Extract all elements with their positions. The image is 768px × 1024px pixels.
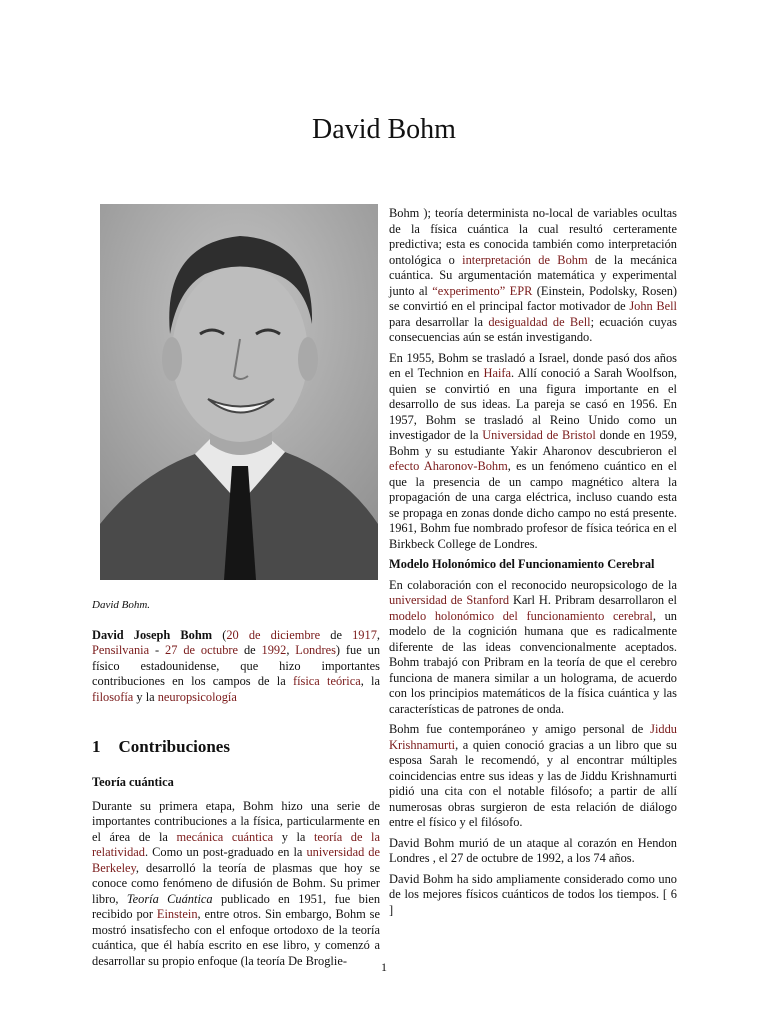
quantum-paragraph: Durante su primera etapa, Bohm hizo una serie de importantes contribuciones a la física, particularmente en el área de la mecánica cuántica y la teoría de la relatividad. Como un post-graduado en la universidad de Berkeley, desarrolló la teoría de plasmas que hoy se conoce como fenómeno de difusión de Bohm. Su primer libro, Teoría Cuántica publicado en 1951, fue bien recibido por Einstein, entre otros. Sin embargo, Bohm se mostró insatisfecho con el enfoque ortodoxo de la teoría cuántica, que él había escrito en ese libro, y comenzó a desarrollar su propio enfoque (la teoría De Broglie- [92,798,381,968]
link-haifa[interactable]: Haifa [483,366,512,380]
link-modelo-holonomico[interactable]: modelo holonómico del funcionamiento cerebral [389,608,653,623]
continuation-paragraph: Bohm ); teoría determinista no-local de variables ocultas de la física cuántica la cual resultó certeramente predictiva; esta es conocida también como interpretación ontológica o interpretación de Bohm de la mecánica cuántica. Su argumentación matemática y experimental junto al “experimento” EPR (Einstein, Podolsky, Rosen) se convirtió en el principal factor motivador de John Bell para desarrollar la desigualdad de Bell; ecuación cuyas consecuencias aún se están investigando. [389,206,678,344]
book-title: Teoría Cuántica [126,891,213,906]
section-heading [92,737,380,757]
article-title: David Bohm [312,114,456,145]
link-relatividad[interactable]: teoría de la relatividad [92,829,380,859]
link-einstein[interactable]: Einstein [156,907,198,921]
link-fisica-teorica[interactable]: física teórica [292,674,361,688]
link-interpretacion-bohm[interactable]: interpretación de Bohm [462,252,588,267]
photo-caption: David Bohm. [92,599,151,611]
link-death-place[interactable]: Londres [295,643,336,657]
link-berkeley[interactable]: universidad de Berkeley [92,845,381,875]
link-birth-year[interactable]: 1917 [352,627,377,642]
portrait-photo [100,204,378,580]
subsection-quantum-heading: Teoría cuántica [92,775,174,789]
legacy-paragraph: David Bohm ha sido ampliamente considerado como uno de los mejores físicos cuánticos de todos los tiempos. [ 6 ] [389,871,677,917]
link-mecanica-cuantica[interactable]: mecánica cuántica [176,829,274,844]
subject-name: David Joseph Bohm [92,627,213,642]
link-neuropsicologia[interactable]: neuropsicología [157,689,237,704]
link-birth-place[interactable]: Pensilvania [92,643,150,657]
link-death-year[interactable]: 1992 [261,643,287,657]
link-death-date[interactable]: 27 de octubre [165,643,239,657]
link-birth-date[interactable]: 20 de diciembre [226,627,321,642]
intro-paragraph: David Joseph Bohm (20 de diciembre de 1917, Pensilvania - 27 de octubre de 1992, Londres) fue un físico estadounidense, que hizo importantes contribuciones en los campos de la física teórica, la filosofía y la neuropsicología [92,627,381,704]
link-filosofia[interactable]: filosofía [92,689,134,704]
death-paragraph: David Bohm murió de un ataque al corazón en Hendon Londres , el 27 de octubre de 1992, a los 74 años. [389,835,677,865]
link-john-bell[interactable]: John Bell [629,299,678,313]
link-desigualdad-bell[interactable]: desigualdad de Bell [488,314,591,329]
left-column [92,204,380,974]
link-stanford[interactable]: universidad de Stanford [389,593,510,607]
krishnamurti-paragraph: Bohm fue contemporáneo y amigo personal de Jiddu Krishnamurti, a quien conoció gracias a un libro que su esposa Sarah le recomendó, y al encontrar múltiples coincidencias entre sus ideas y las de Jiddu Krishnamurti pidió una cita con el notable filósofo; a partir de allí numerosas obras surgieron de esta relación de diálogo entre el físico y el filósofo. [389,722,677,829]
holonomic-paragraph: En colaboración con el reconocido neuropsicologo de la universidad de Stanford Karl H. Pribram desarrollaron el modelo holonómico del funcionamiento cerebral, un modelo de la cognición humana que es radicalmente diferente de las ideas convencionalmente aceptados. Bohm trabajó con Pribram en la teoría de que el cerebro funciona de manera similar a un holograma, de acuerdo con los principios matemáticos de la física cuántica y las características de patrones de onda. [389,577,677,716]
page-number: 1 [381,960,387,974]
section-number: 1 [92,737,101,756]
portrait-image [100,204,378,580]
link-krishnamurti[interactable]: Jiddu Krishnamurti [389,722,677,752]
section-title: Contribuciones [118,737,230,756]
subsection-holonomic-heading: Modelo Holonómico del Funcionamiento Cerebral [389,557,655,571]
link-experimento-epr[interactable]: “experimento” EPR [432,283,533,298]
israel-paragraph: En 1955, Bohm se trasladó a Israel, donde pasó dos años en el Technion en Haifa. Allí conoció a Sarah Woolfson, quien se convirtió en una figura importante en el desarrollo de sus ideas. La pareja se casó en 1956. En 1957, Bohm se trasladó al Reino Unido como un investigador de la Universidad de Bristol donde en 1959, Bohm y su estudiante Yakir Aharonov descubrieron el efecto Aharonov-Bohm, es un fenómeno cuántico en el que la presencia de un campo magnético altera la propagación de una carga eléctrica, incluso cuando esta se propaga en zonas donde dicho campo no está presente. 1961, Bohm fue nombrado profesor de física teórica en el Birkbeck College de Londres. [389,350,678,551]
link-aharonov-bohm[interactable]: efecto Aharonov-Bohm [389,459,508,473]
right-column [389,206,677,923]
link-bristol[interactable]: Universidad de Bristol [482,428,596,442]
